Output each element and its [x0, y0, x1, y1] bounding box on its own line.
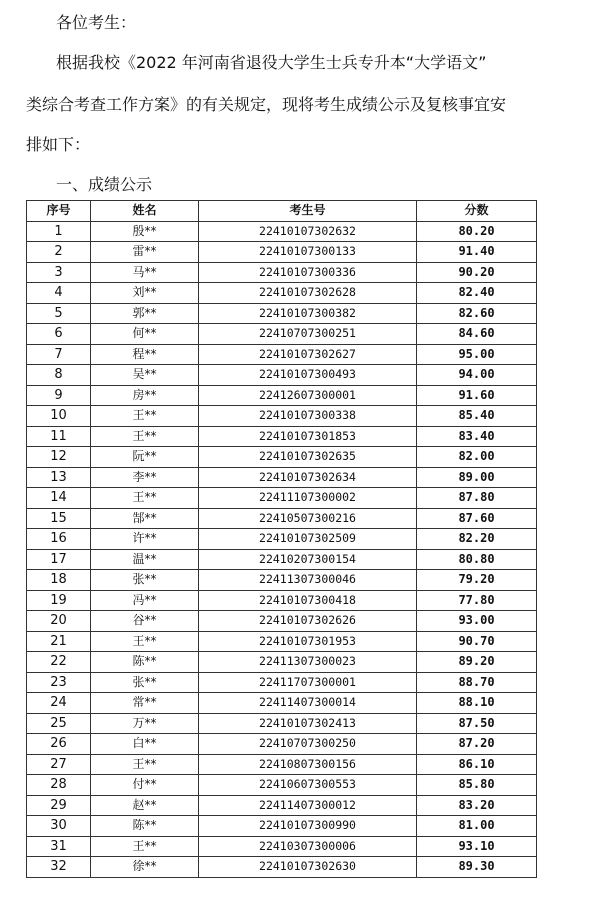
name-cell: 赵** [91, 795, 199, 816]
name-cell: 万** [91, 713, 199, 734]
exam-id-cell: 22410107302630 [199, 857, 417, 878]
exam-id-cell: 22410607300553 [199, 775, 417, 796]
exam-id-cell: 22410107302627 [199, 344, 417, 365]
header-exam-id: 考生号 [199, 201, 417, 222]
name-cell: 王** [91, 836, 199, 857]
score-cell: 90.20 [417, 262, 537, 283]
serial-number-cell: 14 [27, 488, 91, 509]
serial-number-cell: 3 [27, 262, 91, 283]
table-row [27, 631, 537, 652]
table-row [27, 385, 537, 406]
score-cell: 88.70 [417, 672, 537, 693]
table-body [27, 221, 537, 877]
score-cell: 91.40 [417, 242, 537, 263]
serial-number-cell: 4 [27, 283, 91, 304]
name-cell: 程** [91, 344, 199, 365]
exam-id-cell: 22410107300338 [199, 406, 417, 427]
name-cell: 付** [91, 775, 199, 796]
serial-number-cell: 20 [27, 611, 91, 632]
serial-number-cell: 17 [27, 549, 91, 570]
header-score: 分数 [417, 201, 537, 222]
exam-id-cell: 22412607300001 [199, 385, 417, 406]
serial-number-cell: 16 [27, 529, 91, 550]
exam-id-cell: 22410107302626 [199, 611, 417, 632]
name-cell: 白** [91, 734, 199, 755]
table-row [27, 221, 537, 242]
score-cell: 82.40 [417, 283, 537, 304]
name-cell: 徐** [91, 857, 199, 878]
table-row [27, 754, 537, 775]
exam-id-cell: 22410107300133 [199, 242, 417, 263]
table-row [27, 693, 537, 714]
name-cell: 马** [91, 262, 199, 283]
table-row [27, 816, 537, 837]
table-row [27, 734, 537, 755]
table-row [27, 570, 537, 591]
scores-table [26, 200, 537, 878]
score-cell: 93.00 [417, 611, 537, 632]
table-row [27, 795, 537, 816]
score-cell: 87.60 [417, 508, 537, 529]
serial-number-cell: 13 [27, 467, 91, 488]
serial-number-cell: 11 [27, 426, 91, 447]
score-cell: 89.20 [417, 652, 537, 673]
name-cell: 温** [91, 549, 199, 570]
exam-id-cell: 22411707300001 [199, 672, 417, 693]
score-cell: 94.00 [417, 365, 537, 386]
table-row [27, 365, 537, 386]
exam-id-cell: 22410107300382 [199, 303, 417, 324]
table-row [27, 590, 537, 611]
serial-number-cell: 5 [27, 303, 91, 324]
serial-number-cell: 2 [27, 242, 91, 263]
serial-number-cell: 32 [27, 857, 91, 878]
name-cell: 房** [91, 385, 199, 406]
name-cell: 冯** [91, 590, 199, 611]
score-cell: 82.20 [417, 529, 537, 550]
name-cell: 张** [91, 570, 199, 591]
serial-number-cell: 12 [27, 447, 91, 468]
score-cell: 84.60 [417, 324, 537, 345]
table-row [27, 344, 537, 365]
table-row [27, 836, 537, 857]
exam-id-cell: 22410507300216 [199, 508, 417, 529]
exam-id-cell: 22410107300418 [199, 590, 417, 611]
exam-id-cell: 22410307300006 [199, 836, 417, 857]
name-cell: 郭** [91, 303, 199, 324]
serial-number-cell: 7 [27, 344, 91, 365]
serial-number-cell: 8 [27, 365, 91, 386]
table-row [27, 549, 537, 570]
table-row [27, 775, 537, 796]
exam-id-cell: 22410107302413 [199, 713, 417, 734]
table-row [27, 324, 537, 345]
serial-number-cell: 23 [27, 672, 91, 693]
score-cell: 87.20 [417, 734, 537, 755]
serial-number-cell: 31 [27, 836, 91, 857]
name-cell: 常** [91, 693, 199, 714]
name-cell: 吴** [91, 365, 199, 386]
exam-id-cell: 22410107300493 [199, 365, 417, 386]
exam-id-cell: 22411307300023 [199, 652, 417, 673]
serial-number-cell: 22 [27, 652, 91, 673]
serial-number-cell: 26 [27, 734, 91, 755]
name-cell: 何** [91, 324, 199, 345]
exam-id-cell: 22410107302628 [199, 283, 417, 304]
name-cell: 李** [91, 467, 199, 488]
name-cell: 殷** [91, 221, 199, 242]
name-cell: 王** [91, 426, 199, 447]
exam-id-cell: 22410107301853 [199, 426, 417, 447]
serial-number-cell: 1 [27, 221, 91, 242]
score-cell: 85.80 [417, 775, 537, 796]
exam-id-cell: 22410707300250 [199, 734, 417, 755]
name-cell: 王** [91, 488, 199, 509]
table-row [27, 406, 537, 427]
score-cell: 82.60 [417, 303, 537, 324]
exam-id-cell: 22410107302632 [199, 221, 417, 242]
table-row [27, 508, 537, 529]
score-cell: 85.40 [417, 406, 537, 427]
table-row [27, 426, 537, 447]
serial-number-cell: 25 [27, 713, 91, 734]
section-title: 一、成绩公示 [56, 175, 153, 194]
table-row [27, 283, 537, 304]
intro-paragraph-line-1: 根据我校《2022 年河南省退役大学生士兵专升本“大学语文” [56, 53, 487, 72]
name-cell: 陈** [91, 816, 199, 837]
serial-number-cell: 30 [27, 816, 91, 837]
score-cell: 87.80 [417, 488, 537, 509]
serial-number-cell: 6 [27, 324, 91, 345]
exam-id-cell: 22410107302635 [199, 447, 417, 468]
name-cell: 阮** [91, 447, 199, 468]
table-row [27, 303, 537, 324]
name-cell: 王** [91, 631, 199, 652]
score-cell: 95.00 [417, 344, 537, 365]
table-row [27, 529, 537, 550]
serial-number-cell: 29 [27, 795, 91, 816]
table-row [27, 713, 537, 734]
table-row [27, 262, 537, 283]
table-row [27, 467, 537, 488]
name-cell: 许** [91, 529, 199, 550]
table-row [27, 672, 537, 693]
score-cell: 83.40 [417, 426, 537, 447]
score-cell: 80.80 [417, 549, 537, 570]
table-row [27, 447, 537, 468]
score-cell: 86.10 [417, 754, 537, 775]
serial-number-cell: 9 [27, 385, 91, 406]
score-cell: 82.00 [417, 447, 537, 468]
table-row [27, 488, 537, 509]
name-cell: 郜** [91, 508, 199, 529]
name-cell: 王** [91, 754, 199, 775]
serial-number-cell: 15 [27, 508, 91, 529]
header-serial-number: 序号 [27, 201, 91, 222]
exam-id-cell: 22410107302634 [199, 467, 417, 488]
score-cell: 83.20 [417, 795, 537, 816]
name-cell: 张** [91, 672, 199, 693]
exam-id-cell: 22411107300002 [199, 488, 417, 509]
score-cell: 79.20 [417, 570, 537, 591]
score-cell: 93.10 [417, 836, 537, 857]
name-cell: 雷** [91, 242, 199, 263]
serial-number-cell: 19 [27, 590, 91, 611]
exam-id-cell: 22410107300990 [199, 816, 417, 837]
score-cell: 89.30 [417, 857, 537, 878]
serial-number-cell: 24 [27, 693, 91, 714]
intro-paragraph-line-3: 排如下： [26, 135, 91, 154]
table-header-row [27, 201, 537, 222]
intro-paragraph-line-2: 类综合考查工作方案》的有关规定，现将考生成绩公示及复核事宜安 [26, 95, 507, 114]
salutation: 各位考生： [56, 13, 137, 32]
exam-id-cell: 22410807300156 [199, 754, 417, 775]
exam-id-cell: 22411407300012 [199, 795, 417, 816]
score-cell: 80.20 [417, 221, 537, 242]
score-cell: 87.50 [417, 713, 537, 734]
exam-id-cell: 22411407300014 [199, 693, 417, 714]
exam-id-cell: 22410107300336 [199, 262, 417, 283]
table-row [27, 652, 537, 673]
exam-id-cell: 22410207300154 [199, 549, 417, 570]
serial-number-cell: 18 [27, 570, 91, 591]
exam-id-cell: 22410107302509 [199, 529, 417, 550]
score-cell: 88.10 [417, 693, 537, 714]
serial-number-cell: 28 [27, 775, 91, 796]
score-cell: 91.60 [417, 385, 537, 406]
table-row [27, 857, 537, 878]
score-cell: 89.00 [417, 467, 537, 488]
serial-number-cell: 27 [27, 754, 91, 775]
exam-id-cell: 22410707300251 [199, 324, 417, 345]
name-cell: 王** [91, 406, 199, 427]
serial-number-cell: 21 [27, 631, 91, 652]
name-cell: 谷** [91, 611, 199, 632]
name-cell: 陈** [91, 652, 199, 673]
serial-number-cell: 10 [27, 406, 91, 427]
score-cell: 81.00 [417, 816, 537, 837]
exam-id-cell: 22410107301953 [199, 631, 417, 652]
score-cell: 77.80 [417, 590, 537, 611]
header-name: 姓名 [91, 201, 199, 222]
score-cell: 90.70 [417, 631, 537, 652]
table-row [27, 242, 537, 263]
name-cell: 刘** [91, 283, 199, 304]
table-row [27, 611, 537, 632]
exam-id-cell: 22411307300046 [199, 570, 417, 591]
